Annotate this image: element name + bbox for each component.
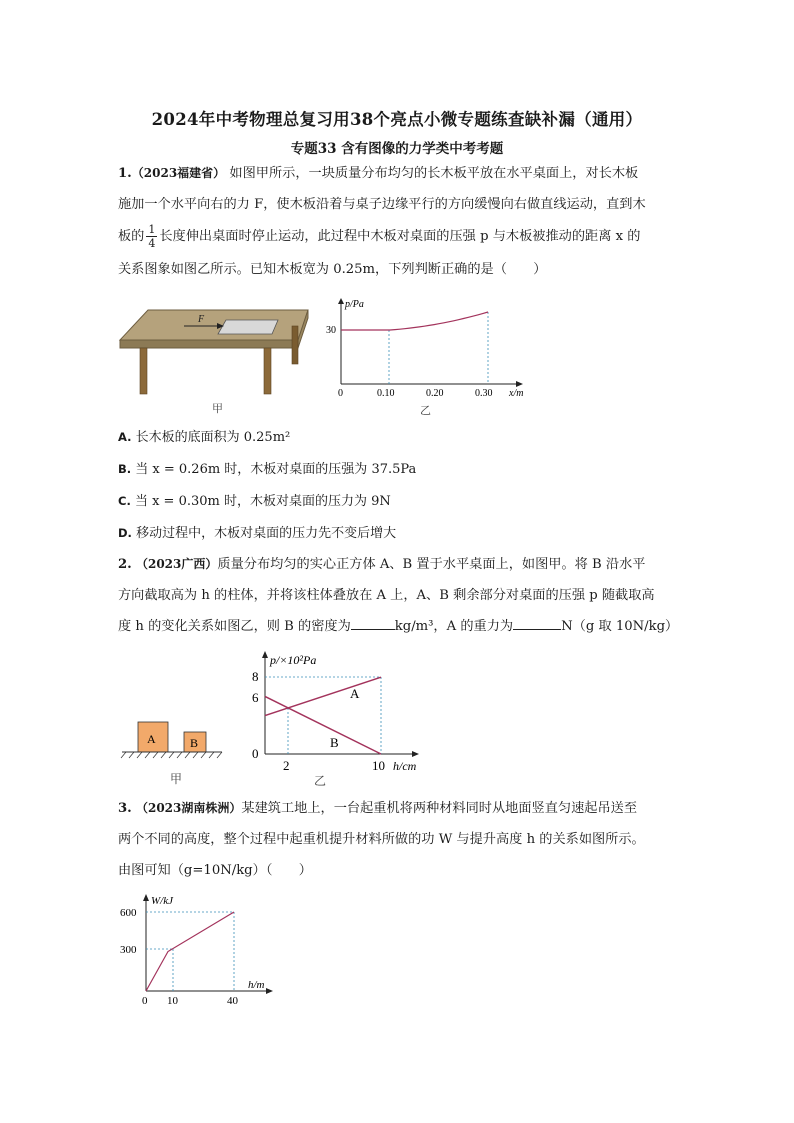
series-line (146, 912, 234, 991)
question-2: 2. （2023广西）质量分布均匀的实心正方体 A、B 置于水平桌面上，如图甲。将 B 沿水平 方向截取高为 h 的柱体，并将该柱体叠放在 A 上，A、B 剩余部分对桌面的压强 p 随截取高 度 h 的变化关系如图乙，则 B 的密度为 kg/m³，A 的重力为 N（g 取 10N/kg） (118, 557, 679, 634)
series-label-a: A (350, 686, 360, 701)
chart-p-h (246, 644, 436, 776)
figure-caption-jia: 甲 (212, 402, 223, 415)
option-b[interactable]: B. 当 x = 0.26m 时，木板对桌面的压强为 37.5Pa (118, 462, 417, 477)
series-line (341, 312, 488, 330)
option-d[interactable]: D. 移动过程中，木板对桌面的压力先不变后增大 (118, 526, 397, 541)
x-tick-label: 10 (167, 995, 178, 1007)
y-tick-label: 0 (252, 746, 259, 761)
x-tick-label: 0 (142, 995, 148, 1007)
x-tick-label: 0 (338, 388, 343, 399)
question-source: （2023湖南株洲） (135, 801, 242, 815)
x-tick-label: 40 (227, 995, 238, 1007)
question-source: （2023福建省） (131, 166, 226, 180)
question-3: 3. （2023湖南株洲）某建筑工地上，一台起重机将两种材料同时从地面竖直匀速起吊送至 两个不同的高度，整个过程中起重机提升材料所做的功 W 与提升高度 h 的关系如图所示。 由图可知（g=10N/kg）（ ） (118, 801, 645, 878)
fraction: $\frac{1}{4}$ (148, 223, 156, 250)
y-axis-label: p/×10²Pa (270, 653, 317, 667)
document-subtitle: 专题33 含有图像的力学类中考考题 (290, 141, 504, 157)
x-tick-label: 0.20 (426, 388, 444, 399)
chart-w-h (118, 891, 278, 1007)
svg-text:B: B (190, 736, 199, 750)
question-source: （2023广西） (135, 557, 218, 571)
option-a[interactable]: A. 长木板的底面积为 0.25m² (118, 430, 291, 445)
question-1: 1.（2023福建省） 如图甲所示，一块质量分布均匀的长木板平放在水平桌面上，对长木板 施加一个水平向右的力 F，使木板沿着与桌子边缘平行的方向缓慢向右做直线运动，直到木 板的 $\frac{1}{4}$ 长度伸出桌面时停止运动，此过程中木板对桌面的压强 p 与木板被推动的距离 x 的 关系图象如图乙所示。已知木板宽为 0.25m，下列判断正确的是（ ） (118, 166, 646, 277)
answer-blank-weight[interactable] (513, 615, 561, 630)
y-tick-label: 6 (252, 690, 259, 705)
series-line-b (265, 696, 381, 754)
document-title: 2024年中考物理总复习用38个亮点小微专题练查缺补漏（通用） (151, 110, 643, 129)
series-label-b: B (330, 735, 339, 750)
question-number: 2. (118, 557, 132, 572)
x-axis-label: h/cm (393, 759, 417, 773)
y-axis-label: W/kJ (151, 895, 173, 907)
answer-blank-density[interactable] (351, 615, 395, 630)
y-axis-label: p/Pa (345, 299, 364, 310)
y-tick-label: 8 (252, 669, 259, 684)
y-tick-label: 30 (326, 325, 336, 336)
force-label: F (198, 314, 205, 325)
series-line-a (265, 677, 381, 715)
figure-caption-yi: 乙 (420, 404, 431, 417)
option-c[interactable]: C. 当 x = 0.30m 时，木板对桌面的压力为 9N (118, 494, 391, 509)
blocks-figure (120, 716, 225, 766)
figure-caption-yi: 乙 (314, 774, 327, 788)
svg-text:A: A (147, 732, 156, 746)
question-number: 3. (118, 801, 132, 816)
x-tick-label: 2 (283, 758, 290, 773)
y-tick-label: 600 (120, 907, 137, 919)
x-tick-label: 10 (372, 758, 385, 773)
y-tick-label: 300 (120, 944, 137, 956)
chart-p-x (320, 296, 535, 400)
figure-caption-jia: 甲 (170, 772, 183, 786)
x-axis-label: h/m (248, 979, 265, 991)
question-number: 1. (118, 166, 132, 181)
x-axis-label: x/m (509, 388, 524, 399)
x-tick-label: 0.30 (475, 388, 493, 399)
x-tick-label: 0.10 (377, 388, 395, 399)
